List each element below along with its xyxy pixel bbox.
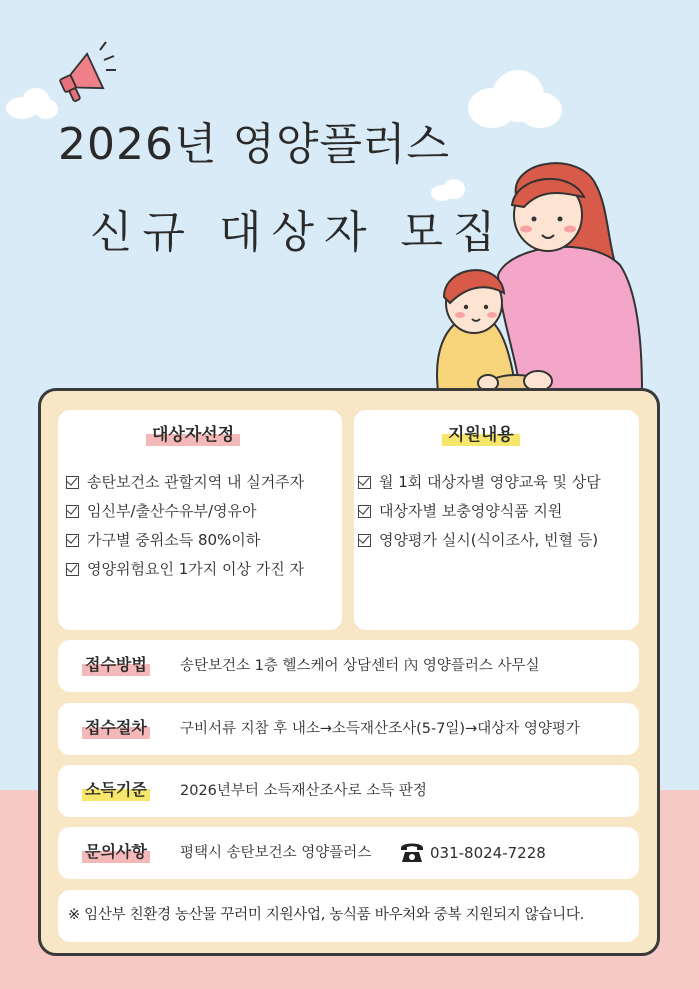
- notice-text: ※ 임산부 친환경 농산물 꾸러미 지원사업, 농식품 바우처와 중복 지원되지 않습니다.: [68, 907, 584, 923]
- checkbox-checked-icon: [66, 534, 79, 547]
- checkbox-checked-icon: [66, 563, 79, 576]
- inquiry-row: [58, 827, 639, 879]
- list-item: 영양위험요인 1가지 이상 가진 자: [66, 559, 304, 588]
- inquiry-label: 문의사항: [82, 841, 150, 863]
- megaphone-icon: [52, 40, 118, 106]
- cloud-decoration: [466, 68, 564, 132]
- mother-child-illustration: [420, 155, 670, 405]
- checkbox-checked-icon: [66, 505, 79, 518]
- inquiry-value: 평택시 송탄보건소 영양플러스: [180, 845, 372, 861]
- telephone-icon: [399, 840, 425, 864]
- income-criteria-label: 소득기준: [82, 779, 150, 801]
- list-item: 영양평가 실시(식이조사, 빈혈 등): [358, 530, 601, 559]
- application-method-row: [58, 640, 639, 692]
- list-item: 임신부/출산수유부/영유아: [66, 501, 304, 530]
- application-procedure-label: 접수절차: [82, 717, 150, 739]
- list-item: 월 1회 대상자별 영양교육 및 상담: [358, 472, 601, 501]
- checkbox-checked-icon: [358, 476, 371, 489]
- support-content-title: 지원내용: [442, 424, 520, 446]
- checkbox-checked-icon: [358, 534, 371, 547]
- application-method-value: 송탄보건소 1층 헬스케어 상담센터 內 영양플러스 사무실: [180, 658, 540, 674]
- application-method-label: 접수방법: [82, 654, 150, 676]
- page-title-line2: 신규 대상자 모집: [90, 207, 506, 258]
- application-procedure-row: [58, 703, 639, 755]
- notice-row: [58, 890, 639, 942]
- checkbox-checked-icon: [66, 476, 79, 489]
- list-item: 송탄보건소 관할지역 내 실거주자: [66, 472, 304, 501]
- list-item: 대상자별 보충영양식품 지원: [358, 501, 601, 530]
- selection-criteria-box: [58, 410, 342, 630]
- page-title-line1: 2026년 영양플러스: [58, 119, 450, 170]
- selection-criteria-title: 대상자선정: [146, 424, 240, 446]
- phone-number[interactable]: 031-8024-7228: [430, 844, 546, 862]
- checkbox-checked-icon: [358, 505, 371, 518]
- selection-criteria-list: [66, 472, 304, 588]
- application-procedure-value: 구비서류 지참 후 내소→소득재산조사(5-7일)→대상자 영양평가: [180, 721, 580, 737]
- income-criteria-value: 2026년부터 소득재산조사로 소득 판정: [180, 783, 427, 799]
- support-content-list: [358, 472, 601, 559]
- income-criteria-row: [58, 765, 639, 817]
- support-content-box: [354, 410, 639, 630]
- list-item: 가구별 중위소득 80%이하: [66, 530, 304, 559]
